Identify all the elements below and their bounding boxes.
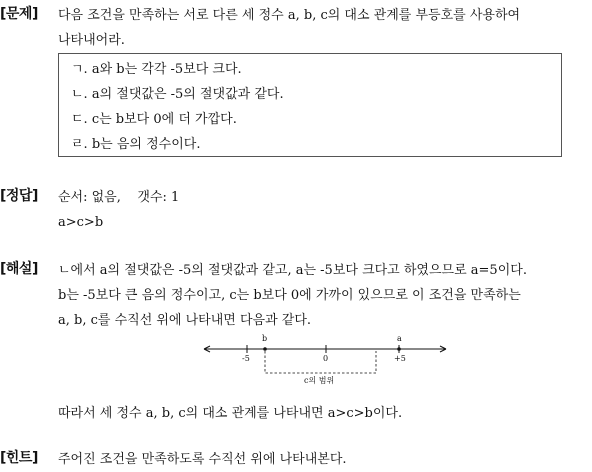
c-range-bracket [265, 351, 376, 373]
condition-3: ㄷ. c는 b보다 0에 더 가깝다. [71, 112, 237, 127]
hint-text [58, 447, 588, 472]
explanation-line-1: ㄴ에서 a의 절댓값은 -5의 절댓값과 같고, a는 -5보다 크다고 하였으므로 a=5이다. [58, 263, 527, 278]
c-range-label: c의 범위 [304, 376, 335, 385]
problem-text [58, 3, 588, 53]
tick-label-zero: 0 [323, 354, 329, 363]
explanation-line-2: b는 -5보다 큰 음의 정수이고, c는 b보다 0에 가까이 있으므로 이 조건을 만족하는 [58, 288, 521, 303]
condition-2: ㄴ. a의 절댓값은 -5의 절댓값과 같다. [71, 87, 284, 102]
conditions-box [58, 53, 562, 157]
problem-line-2: 나타내어라. [58, 33, 125, 48]
tick-label-plus-5: +5 [394, 354, 406, 363]
point-b [263, 347, 267, 351]
explanation-conclusion-body [58, 401, 588, 426]
answer-line-2: a>c>b [58, 215, 104, 230]
point-a [397, 347, 401, 351]
number-line-figure [198, 330, 452, 390]
label-a: a [397, 334, 402, 343]
explanation-conclusion: 따라서 세 정수 a, b, c의 대소 관계를 나타내면 a>c>b이다. [58, 406, 403, 421]
problem-line-1: 다음 조건을 만족하는 서로 다른 세 정수 a, b, c의 대소 관계를 부등호를 사용하여 [58, 8, 521, 23]
explanation-line-3: a, b, c를 수직선 위에 나타내면 다음과 같다. [58, 313, 312, 328]
condition-4: ㄹ. b는 음의 정수이다. [71, 137, 201, 152]
answer-tag: [정답] [0, 188, 38, 204]
hint-line-1: 주어진 조건을 만족하도록 수직선 위에 나타내본다. [58, 452, 347, 467]
problem-tag: [문제] [0, 6, 38, 22]
explanation-text [58, 258, 588, 333]
explanation-tag: [해설] [0, 261, 38, 277]
answer-text [58, 185, 588, 235]
number-line-svg [198, 330, 452, 390]
condition-1: ㄱ. a와 b는 각각 -5보다 크다. [71, 62, 242, 77]
label-b: b [262, 334, 268, 343]
hint-tag: [힌트] [0, 450, 38, 466]
tick-label-minus-5: -5 [242, 354, 250, 363]
answer-line-1: 순서: 없음, 갯수: 1 [58, 190, 180, 205]
